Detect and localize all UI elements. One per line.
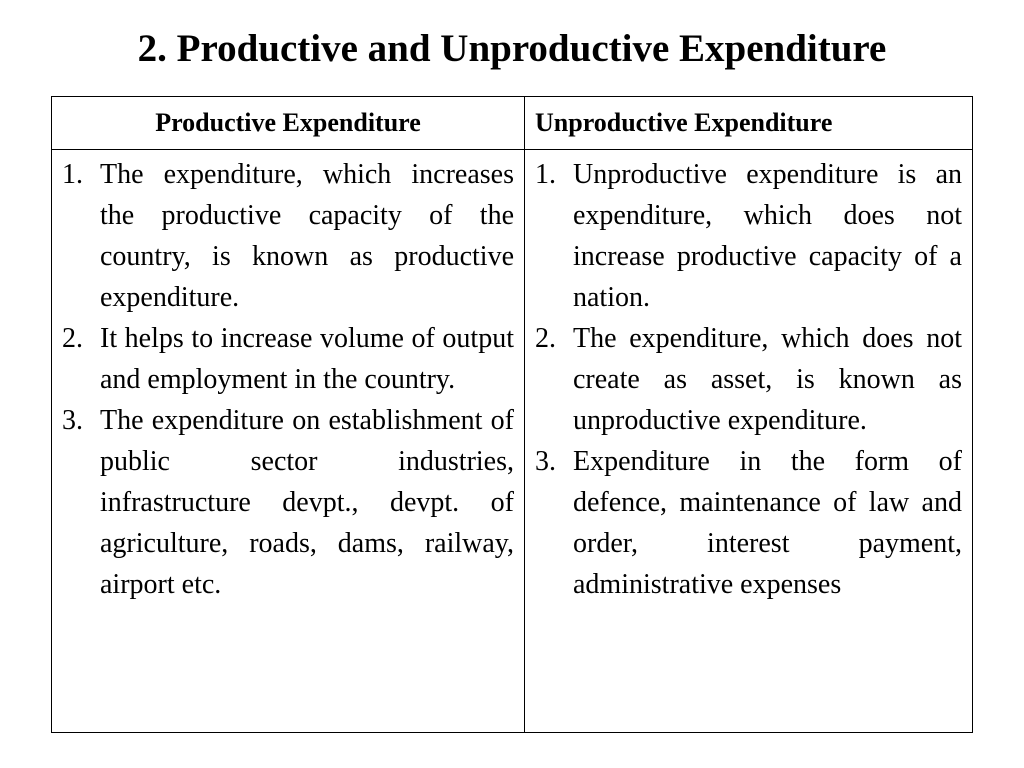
item-text: It helps to increase volume of output and employment in the country. (100, 323, 514, 395)
list-item (62, 400, 514, 605)
comparison-table (51, 96, 973, 733)
list-item (535, 318, 962, 441)
item-number: 3. (62, 405, 83, 436)
list-item (535, 154, 962, 318)
item-text: The expenditure, which does not create as asset, is known as unproductive expenditure. (573, 323, 962, 436)
item-number: 2. (62, 323, 83, 354)
item-number: 1. (62, 159, 83, 190)
item-text: Expenditure in the form of defence, maintenance of law and order, interest payment, administrative expenses (573, 446, 962, 600)
item-number: 1. (535, 159, 556, 190)
productive-cell (52, 150, 525, 733)
list-item (62, 154, 514, 318)
item-text: The expenditure on establishment of public sector industries, infrastructure devpt., devpt. of agriculture, roads, dams, railway, airport etc. (100, 405, 514, 600)
item-number: 2. (535, 323, 556, 354)
item-text: The expenditure, which increases the productive capacity of the country, is known as productive expenditure. (100, 159, 514, 313)
header-productive: Productive Expenditure (52, 97, 525, 150)
slide-title: 2. Productive and Unproductive Expenditure (137, 27, 887, 70)
item-number: 3. (535, 446, 556, 477)
unproductive-cell (525, 150, 973, 733)
unproductive-list (535, 154, 962, 605)
header-unproductive: Unproductive Expenditure (525, 97, 973, 150)
productive-list (62, 154, 514, 605)
list-item (535, 441, 962, 605)
item-text: Unproductive expenditure is an expenditure, which does not increase productive capacity of a nation. (573, 159, 962, 313)
table-body-row (52, 150, 973, 733)
list-item (62, 318, 514, 400)
table-header-row (52, 97, 973, 150)
